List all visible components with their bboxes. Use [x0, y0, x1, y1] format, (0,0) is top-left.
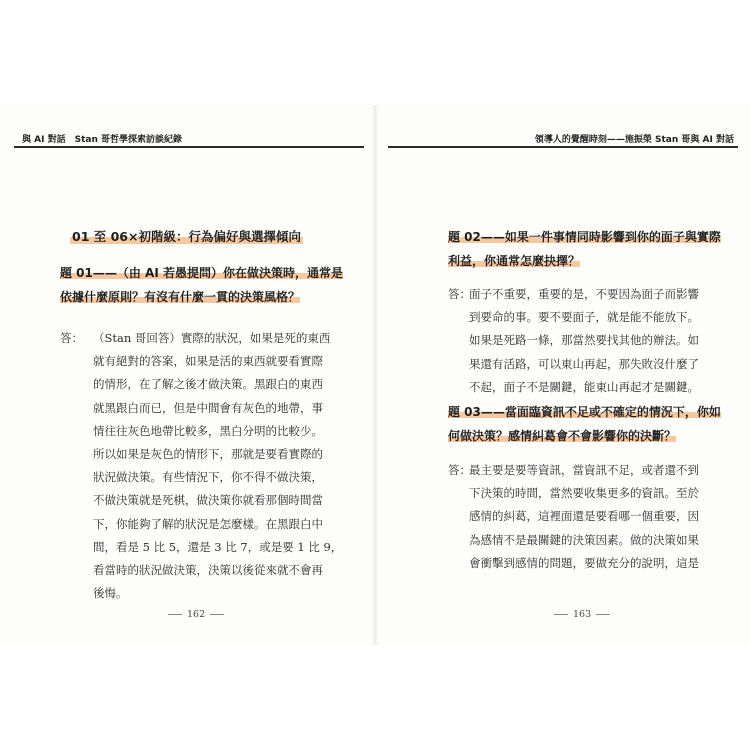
answer-03-line: 感情的糾葛，這裡面還是要看哪一個重要，因 [469, 509, 699, 524]
answer-02-line: 不起，面子不是關鍵，能東山再起才是關鍵。 [469, 379, 699, 394]
answer-01-line: 就黑跟白而已，但是中間會有灰色的地帶，事 [93, 400, 323, 415]
answer-02-line: 面子不重要，重要的是，不要因為面子而影響 [469, 287, 699, 301]
answer-01-line: 下，你能夠了解的狀況是怎麼樣。在黑跟白中 [93, 516, 323, 531]
answer-03-body [448, 459, 738, 575]
page-number-right [549, 609, 615, 620]
question-01-line: 依據什麼原則？有沒有什麼一貫的決策風格？ [60, 290, 301, 304]
answer-03-line: 下決策的時間，當然要收集更多的資訊。至於 [469, 486, 699, 501]
page-number-left [163, 609, 229, 620]
answer-01-line: 看當時的狀況做決策，決策以後從來就不會再 [93, 563, 323, 578]
header-rule-left [14, 146, 364, 148]
question-02-line: 利益，你通常怎麼抉擇？ [448, 254, 581, 268]
answer-01-body [60, 327, 360, 605]
answer-01-line: 不做決策就是死棋，做決策你就看那個時間當 [93, 493, 323, 508]
book-gutter [372, 105, 378, 645]
answer-01-line: （Stan 哥回答）實際的狀況，如果是死的東西 [93, 331, 331, 345]
question-02-line: 題 02——如果一件事情同時影響到你的面子與實際 [448, 230, 721, 244]
answer-01-line: 情往往灰色地帶比較多，黑白分明的比較少。 [93, 423, 323, 438]
header-rule-right [388, 146, 738, 148]
answer-03-line: 最主要是要等資訊，當資訊不足，或者還不到 [469, 463, 699, 477]
answer-02-line: 到要命的事。要不要面子，就是能不能放下。 [469, 310, 699, 325]
answer-03-line: 會衝擊到感情的問題，要做充分的說明，這是 [469, 555, 699, 570]
running-head-right: 領導人的覺醒時刻——施振榮 Stan 哥與 AI 對話 [534, 135, 734, 145]
answer-02-line: 果還有活路，可以東山再起，那失敗沒什麼了 [469, 356, 699, 371]
answer-03 [448, 459, 738, 575]
answer-01-line: 間，看是 5 比 5，還是 3 比 7，或是要 1 比 9， [93, 539, 343, 554]
answer-01-line: 就有絕對的答案，如果是活的東西就要看實際 [93, 354, 323, 369]
answer-01-line: 後悔。 [93, 586, 128, 601]
answer-01-line: 狀況做決策。有些情況下，你不得不做決策， [93, 470, 323, 485]
question-02 [448, 225, 721, 273]
answer-01 [60, 327, 360, 605]
question-01 [60, 261, 350, 309]
question-03-line: 題 03——當面臨資訊不足或不確定的情況下，你如 [448, 405, 721, 419]
chapter-title [70, 228, 303, 245]
answer-01-label: 答： [60, 331, 83, 345]
answer-01-line: 的情形，在了解之後才做決策。黑跟白的東西 [93, 377, 323, 392]
question-03-line: 何做決策？感情糾葛會不會影響你的決斷？ [448, 429, 677, 443]
answer-03-label: 答： [448, 463, 471, 477]
answer-03-line: 為感情不是最關鍵的決策因素。做的決策如果 [469, 532, 699, 547]
running-head-left: 與 AI 對話 Stan 哥哲學探索訪談紀錄 [22, 135, 182, 145]
question-01-line: 題 01——（由 AI 若愚提問）你在做決策時，通常是 [60, 266, 343, 280]
answer-02-line: 如果是死路一條，那當然要找其他的辦法。如 [469, 333, 699, 348]
page-number-right-text: 163 [573, 609, 592, 620]
page-number-left-text: 162 [187, 609, 206, 620]
answer-02-body [448, 283, 738, 399]
answer-01-line: 所以如果是灰色的情形下，那就是要看實際的 [93, 447, 323, 462]
question-03 [448, 400, 721, 448]
answer-02-label: 答： [448, 287, 471, 301]
answer-02 [448, 283, 738, 399]
chapter-title-text: 01 至 06×初階級：行為偏好與選擇傾向 [72, 229, 301, 244]
